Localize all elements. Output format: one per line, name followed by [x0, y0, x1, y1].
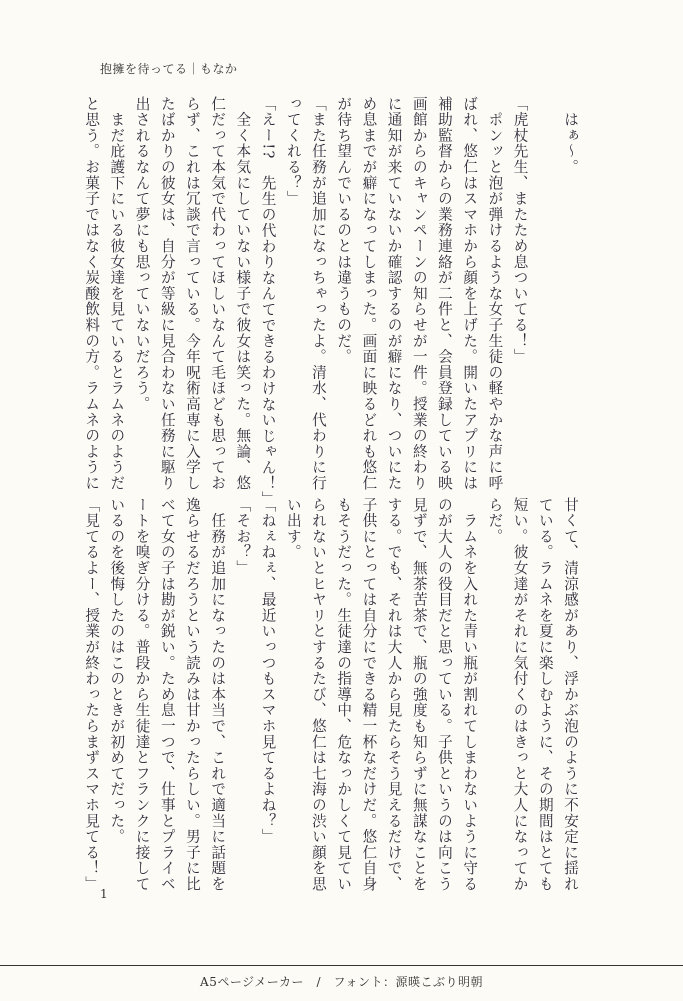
text-line: もそうだった。生徒達の指導中、危なっかしくて見てい [335, 497, 353, 892]
text-column-top [79, 96, 583, 508]
text-line: め息までが癖になってしまった。画面に映るどれも悠仁 [360, 96, 378, 491]
text-line: 甘くて、清涼感があり、浮かぶ泡のように不安定に揺れ [562, 497, 579, 892]
text-line: べて女の子は勘が鋭い。ため息一つで、仕事とプライベ [158, 497, 176, 892]
text-line: ラムネを入れた青い瓶が割れてしまわないように守る [461, 497, 479, 892]
text-line: 逸らせるだろうという読みは甘かったらしい。男子に比 [183, 497, 201, 892]
text-line: に通知が来ていないか確認するのが癖になり、ついにた [385, 96, 403, 491]
text-line: 「虎杖先生、またため息ついてる！」 [511, 96, 529, 365]
text-line: 短い。彼女達がそれに気付くのはきっと大人になってか [511, 497, 529, 892]
text-line: ばれ、悠仁はスマホから顔を上げた。開いたアプリには [461, 96, 479, 491]
text-line: ってくれる？」 [284, 96, 302, 207]
footer-credit: A5ページメーカー / フォント：源暎こぶり明朝 [200, 975, 483, 989]
text-line: 「えー!? 先生の代わりなんてできるわけないじゃん！」 [259, 96, 277, 508]
text-line: 「見てるよー、授業が終わったらまずスマホ見てる！」 [83, 497, 101, 892]
text-line: 仁だって本気で代わってほしいなんて毛ほども思ってお [209, 96, 227, 491]
page-number: 1 [100, 887, 108, 901]
text-line: 「そお？」 [234, 497, 252, 576]
text-line: まだ庇護下にいる彼女達を見ているとラムネのようだ [108, 96, 126, 491]
text-line: 補助監督からの業務連絡が二件と、会員登録している映 [435, 96, 453, 491]
text-line: 「また任務が追加になっちゃったよ。清水、代わりに行 [309, 96, 327, 491]
text-line: られないとヒヤリとするたび、悠仁は七海の渋い顔を思 [309, 497, 327, 892]
text-column-bottom [79, 497, 583, 892]
text-line: 「ねぇねぇ、最近いっつもスマホ見てるよね？」 [259, 497, 277, 845]
text-line: 画館からのキャンペーンの知らせが一件。授業の終わり [410, 96, 428, 491]
text-line: たばかりの彼女は、自分が等級に見合わない任務に駆り [158, 96, 176, 491]
text-line: する。でも、それは大人から見たらそう見えるだけで、 [385, 497, 403, 892]
text-line [533, 96, 558, 466]
text-line: 出されるなんて夢にも思っていないだろう。 [133, 96, 151, 412]
page-header: 抱擁を待ってる｜もなか [100, 62, 238, 76]
text-line: らず、これは冗談で言っている。今年呪術高専に入学し [183, 96, 201, 491]
footer-bar [0, 965, 683, 1001]
text-line: 全く本気にしていない様子で彼女は笑った。無論、悠 [234, 96, 252, 491]
text-line: ポンッと泡が弾けるような女子生徒の軽やかな声に呼 [486, 96, 504, 491]
text-line: らだ。 [486, 497, 504, 545]
text-line: はぁ〜。 [562, 96, 579, 175]
text-line: と思う。お菓子ではなく炭酸飲料の方。ラムネのように [83, 96, 101, 491]
text-line: い出す。 [284, 497, 302, 561]
text-line: が待ち望んでいるのとは違うものだ。 [335, 96, 353, 365]
text-line: ートを嗅ぎ分ける。普段から生徒達とフランクに接して [133, 497, 151, 892]
text-line: 見ずで、無茶苦茶で、瓶の強度も知らずに無謀なことを [410, 497, 428, 892]
text-line: 子供にとっては自分にできる精一杯なだけだ。悠仁自身 [360, 497, 378, 892]
text-line: いるのを後悔したのはこのときが初めてだった。 [108, 497, 126, 845]
text-line: のが大人の役目だと思っている。子供というのは向こう [435, 497, 453, 892]
text-line: ている。ラムネを夏に楽しむように、その期間はとても [536, 497, 554, 892]
text-line: 任務が追加になったのは本当で、これで適当に話題を [209, 497, 227, 892]
